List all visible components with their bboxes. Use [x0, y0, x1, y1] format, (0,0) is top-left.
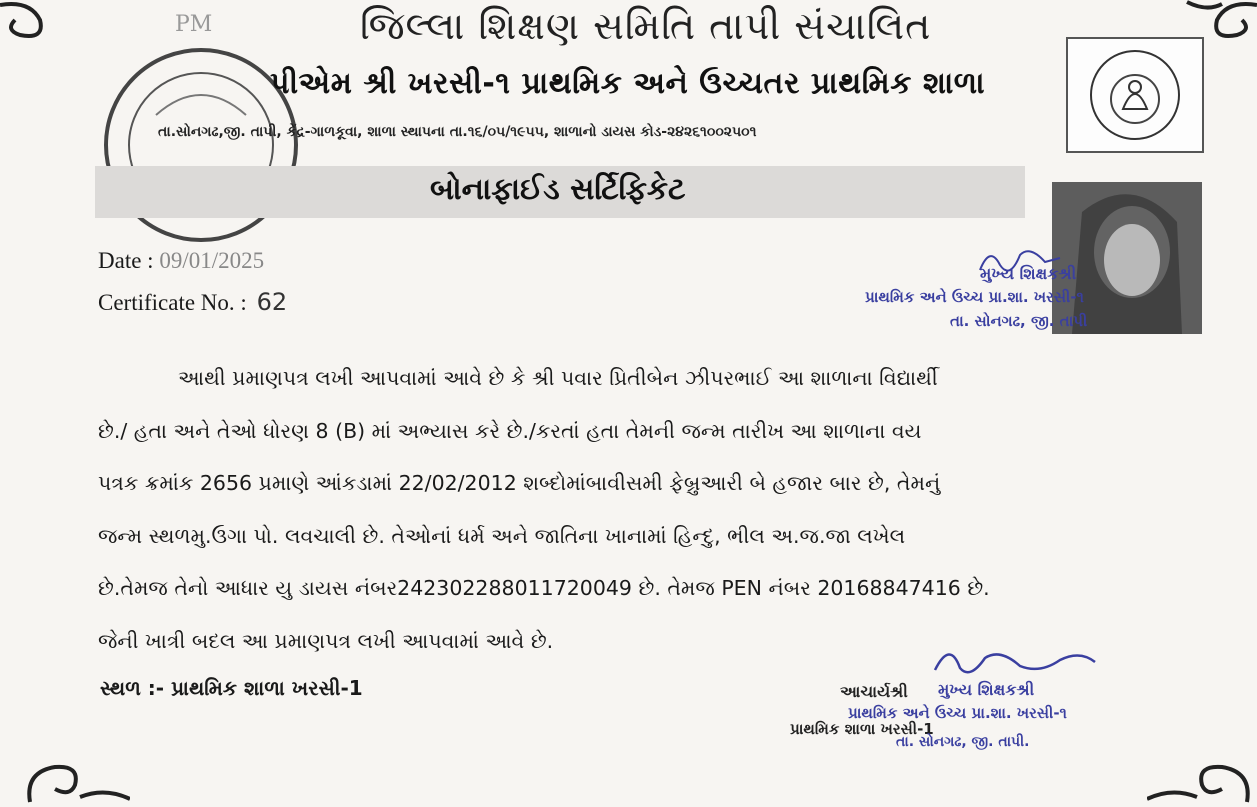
stamp-school-bottom: પ્રાથમિક અને ઉચ્ચ પ્રા.શા. ખરસી-૧ [848, 704, 1067, 722]
corner-ornament-top-left [0, 0, 110, 60]
school-logo [1066, 37, 1204, 153]
stamp-designation-bottom: મુખ્ય શિક્ષકશ્રી [938, 680, 1035, 699]
headmaster-stamp-top [860, 240, 1120, 340]
certificate-title: બોનાફાઈડ સર્ટિફિકેટ [430, 172, 686, 207]
header-address-line: તા.સોનગઢ,જી. તાપી, કેંદ્ર-ગાળકૂવા, શાળા સ્થાપના તા.૧૬/૦૫/૧૯૫૫, શાળાનો ડાયસ કોડ-૨૪૨૬૧૦૦૨૫૦૧ [158, 124, 757, 140]
certificate-body [98, 352, 1208, 667]
pm-mark: PM [175, 12, 213, 37]
date-row [98, 248, 264, 274]
corner-ornament-bottom-left [20, 747, 130, 807]
date-value: 09/01/2025 [159, 248, 265, 273]
school-name-label: પ્રાથમિક શાળા ખરસી-1 [790, 720, 934, 738]
signature-block [790, 640, 1190, 760]
saraswati-emblem-icon [1068, 39, 1202, 151]
certificate-number-value: 62 [256, 288, 288, 316]
header-school-name: પીએમ શ્રી ખરસી-૧ પ્રાથમિક અને ઉચ્ચતર પ્રાથમિક શાળા [270, 66, 986, 101]
body-line: છે./ હતા અને તેઓ ધોરણ 8 (B) માં અભ્યાસ કરે છે./કરતાં હતા તેમની જન્મ તારીખ આ શાળાના વય [98, 418, 922, 443]
date-label: Date : [98, 248, 154, 273]
stamp-designation: મુખ્ય શિક્ષકશ્રી [980, 264, 1077, 283]
principal-label: આચાર્યશ્રી [840, 682, 908, 701]
body-line: આથી પ્રમાણપત્ર લખી આપવામાં આવે છે કે શ્રી પવાર પ્રિતીબેન ઝીપરભાઈ આ શાળાના વિદ્યાર્થી [178, 366, 938, 390]
header-committee-line: જિલ્લા શિક્ષણ સમિતિ તાપી સંચાલિત [360, 4, 932, 48]
body-line: પત્રક ક્રમાંક 2656 પ્રમાણે આંકડામાં 22/02/2012 શબ્દોમાંબાવીસમી ફેબ્રુઆરી બે હજાર બાર છે, તેમનું [98, 471, 941, 495]
certificate-number-label: Certificate No. : [98, 290, 247, 315]
stamp-location: તા. સોનગઢ, જી. તાપી [950, 312, 1088, 330]
stamp-location-bottom: તા. સોનગઢ, જી. તાપી. [896, 734, 1030, 750]
principal-signature [930, 640, 1100, 680]
body-line: જેની ખાત્રી બદલ આ પ્રમાણપત્ર લખી આપવામાં આવે છે. [98, 628, 554, 653]
body-line: છે.તેમજ તેનો આધાર યુ ડાયસ નંબર242302288011720049 છે. તેમજ PEN નંબર 20168847416 છે. [98, 576, 990, 600]
certificate-number-row [98, 288, 287, 316]
stamp-school: પ્રાથમિક અને ઉચ્ચ પ્રા.શા. ખરસી-૧ [865, 288, 1084, 306]
body-line: જન્મ સ્થળમુ.ઉગા પો. લવચાલી છે. તેઓનાં ધર્મ અને જાતિના ખાનામાં હિન્દુ, ભીલ અ.જ.જા લખેલ [98, 523, 906, 548]
place-line: સ્થળ :- પ્રાથમિક શાળા ખરસી-1 [100, 676, 363, 700]
